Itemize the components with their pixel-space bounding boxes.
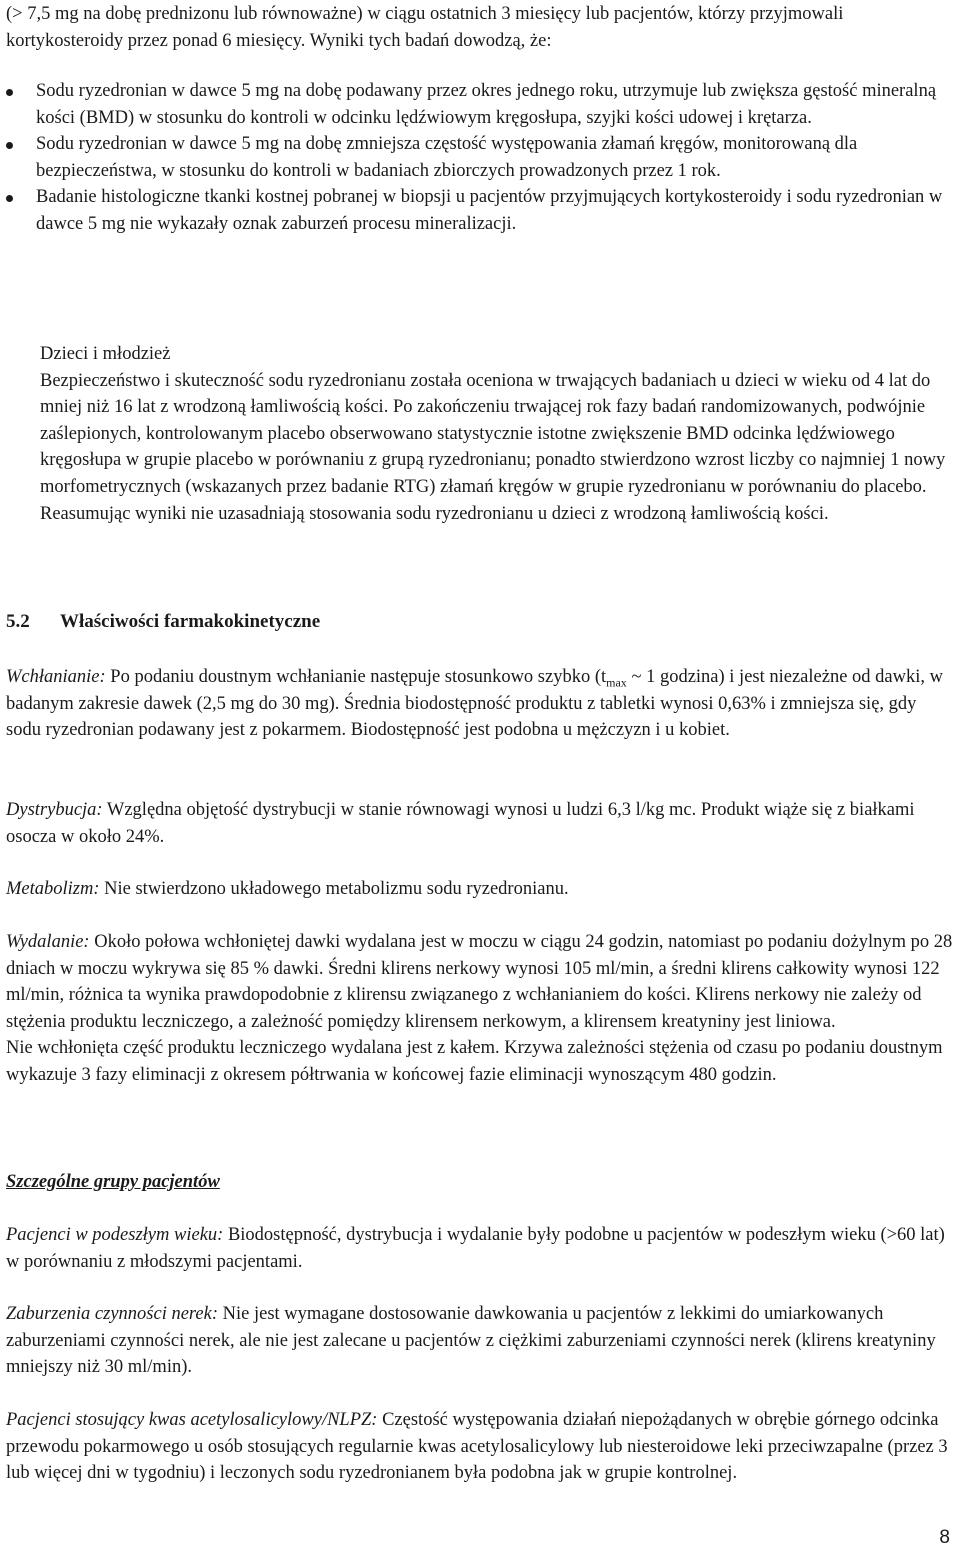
- special-groups-heading: Szczególne grupy pacjentów: [6, 1172, 220, 1192]
- absorption-text-after: ~ 1 godzina) i jest niezależne od dawki, w badanym zakresie dawek (2,5 mg do 30 mg). Średnia biodostępność produktu z tabletki wynosi 0,63% i zmniejsza się, gdy sodu ryzedronian podawany jest z pokarmem. Biodostępność jest podobna u mężczyzn i u kobiet.: [6, 667, 943, 741]
- nsaid-text: Częstość występowania działań niepożądanych w obrębie górnego odcinka przewodu pokarmowego u osób stosujących regularnie kwas acetylosalicylowy lub niesteroidowe leki przeciwzapalne (przez 3 lub więcej dni w tygodniu) i leczonych sodu ryzedronianem była podobna jak w grupie kontrolnej.: [6, 1410, 948, 1484]
- absorption-label: Wchłanianie:: [6, 667, 106, 687]
- distribution-label: Dystrybucja:: [6, 800, 103, 820]
- elderly-paragraph: [6, 1222, 954, 1275]
- renal-text: Nie jest wymagane dostosowanie dawkowania u pacjentów z lekkimi do umiarkowanych zaburzeniami czynności nerek, ale nie jest zalecane u pacjentów z ciężkimi zaburzeniami czynności nerek (klirens kreatyniny mniejszy niż 30 ml/min).: [6, 1304, 936, 1378]
- absorption-text-before: Po podaniu doustnym wchłanianie następuje stosunkowo szybko (t: [105, 667, 607, 687]
- bullet-item: [0, 78, 954, 131]
- renal-label: Zaburzenia czynności nerek:: [6, 1304, 219, 1324]
- distribution-text: Względna objętość dystrybucji w stanie równowagi wynosi u ludzi 6,3 l/kg mc. Produkt wiąże się z białkami osocza w około 24%.: [6, 800, 915, 847]
- bullet-icon: [6, 195, 13, 202]
- nsaid-label: Pacjenci stosujący kwas acetylosalicylowy/NLPZ:: [6, 1410, 378, 1430]
- metabolism-label: Metabolizm:: [6, 879, 100, 899]
- section-number: 5.2: [6, 611, 30, 632]
- elimination-paragraph: [6, 929, 954, 1089]
- absorption-subscript: max: [606, 675, 627, 690]
- bullet-icon: [6, 142, 13, 149]
- absorption-paragraph: [6, 664, 954, 744]
- elimination-label: Wydalanie:: [6, 932, 90, 952]
- renal-paragraph: [6, 1301, 954, 1381]
- metabolism-text: Nie stwierdzono układowego metabolizmu sodu ryzedronianu.: [99, 879, 569, 899]
- children-heading: Dzieci i młodzież: [40, 344, 171, 364]
- elimination-text-continued: Nie wchłonięta część produktu leczniczego wydalana jest z kałem. Krzywa zależności stężenia od czasu po podaniu doustnym wykazuje 3 fazy eliminacji z okresem półtrwania w końcowej fazie eliminacji wynoszącym 480 godzin.: [6, 1038, 943, 1085]
- metabolism-paragraph: [6, 876, 954, 903]
- bullet-item: [0, 131, 954, 184]
- elimination-text: Około połowa wchłoniętej dawki wydalana jest w moczu w ciągu 24 godzin, natomiast po podaniu dożylnym po 28 dniach w moczu wykrywa się 85 % dawki. Średni klirens nerkowy wynosi 105 ml/min, a średni klirens całkowity wynosi 122 ml/min, różnica ta wynika prawdopodobnie z klirensu związanego z wchłanianiem do kości. Klirens nerkowy nie zależy od stężenia produktu leczniczego, a zależność pomiędzy klirensem nerkowym, a klirensem kreatyniny jest liniowa.: [6, 932, 953, 1032]
- nsaid-paragraph: [6, 1407, 954, 1487]
- children-text: Bezpieczeństwo i skuteczność sodu ryzedronianu została oceniona w trwających badaniach u dzieci w wieku od 4 lat do mniej niż 16 lat z wrodzoną łamliwością kości. Po zakończeniu trwającej rok fazy badań randomizowanych, podwójnie zaślepionych, kontrolowanym placebo obserwowano statystycznie istotne zwiększenie BMD odcinka lędźwiowego kręgosłupa w grupie placebo w porównaniu z grupą ryzedronianu; ponadto stwierdzono wzrost liczby co najmniej 1 nowy morfometrycznych (wskazanych przez badanie RTG) złamań kręgów w grupie ryzedronianu w porównaniu do placebo. Reasumując wyniki nie uzasadniają stosowania sodu ryzedronianu u dzieci z wrodzoną łamliwością kości.: [40, 370, 946, 524]
- bullet-icon: [6, 89, 13, 96]
- bullet-item: [0, 184, 954, 237]
- section-title: Właściwości farmakokinetyczne: [60, 611, 321, 632]
- results-bullet-list: [0, 78, 954, 238]
- bullet-text: Badanie histologiczne tkanki kostnej pobranej w biopsji u pacjentów przyjmujących kortykosteroidy i sodu ryzedronian w dawce 5 mg nie wykazały oznak zaburzeń procesu mineralizacji.: [36, 187, 943, 234]
- intro-paragraph: (> 7,5 mg na dobę prednizonu lub równoważne) w ciągu ostatnich 3 miesięcy lub pacjentów, którzy przyjmowali kortykosteroidy przez ponad 6 miesięcy. Wyniki tych badań dowodzą, że:: [6, 4, 844, 51]
- elderly-text: Biodostępność, dystrybucja i wydalanie były podobne u pacjentów w podeszłym wieku (>60 lat) w porównaniu z młodszymi pacjentami.: [6, 1225, 945, 1272]
- bullet-text: Sodu ryzedronian w dawce 5 mg na dobę zmniejsza częstość występowania złamań kręgów, monitorowaną dla bezpieczeństwa, w stosunku do kontroli w badaniach zbiorczych prowadzonych przez 1 rok.: [36, 134, 858, 181]
- page-number: 8: [939, 1527, 950, 1548]
- children-paragraph: [40, 341, 956, 527]
- section-heading: [6, 609, 320, 636]
- bullet-text: Sodu ryzedronian w dawce 5 mg na dobę podawany przez okres jednego roku, utrzymuje lub zwiększa gęstość mineralną kości (BMD) w stosunku do kontroli w odcinku lędźwiowym kręgosłupa, szyjki kości udowej i krętarza.: [36, 81, 937, 128]
- elderly-label: Pacjenci w podeszłym wieku:: [6, 1225, 224, 1245]
- distribution-paragraph: [6, 797, 954, 850]
